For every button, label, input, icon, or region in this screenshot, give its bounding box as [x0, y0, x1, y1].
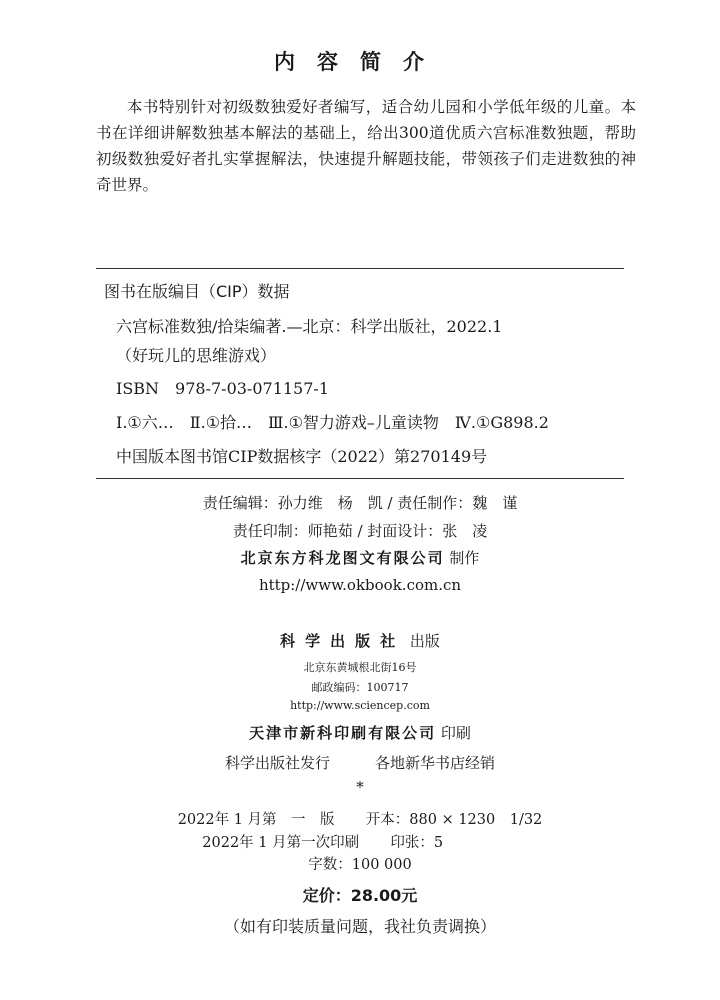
- credit-producer: [0, 547, 720, 568]
- cip-header: 图书在版编目（CIP）数据: [104, 282, 290, 301]
- cip-series: （好玩儿的思维游戏）: [116, 346, 277, 365]
- producer-name: 北京东方科龙图文有限公司: [240, 549, 445, 567]
- quality-notice: （如有印装质量问题，我社负责调换）: [223, 917, 496, 936]
- distribution-line: 科学出版社发行 各地新华书店经销: [224, 754, 495, 772]
- producer-role: 制作: [449, 549, 480, 567]
- cip-top-rule: [96, 268, 624, 269]
- credit-print-cover: 责任印制：师艳茹 / 封面设计：张 凌: [232, 522, 488, 540]
- publisher-name: 科学出版社: [280, 632, 406, 650]
- publisher-address: 北京东黄城根北街16号: [303, 661, 417, 674]
- cip-entry: 六宫标准数独/拾柒编著.—北京：科学出版社，2022.1: [116, 317, 503, 336]
- cip-isbn: ISBN 978-7-03-071157-1: [116, 379, 330, 398]
- spec-printing: 2022年 1 月第一次印刷: [202, 835, 360, 851]
- price: 定价：28.00元: [302, 886, 418, 905]
- spec-row-1: [0, 808, 720, 829]
- spec-row-2: [0, 831, 720, 852]
- credit-printer: [0, 722, 720, 743]
- intro-paragraph: 本书特别针对初级数独爱好者编写，适合幼儿园和小学低年级的儿童。本书在详细讲解数独基本解法的基础上，给出300道优质六宫标准数独题，帮助初级数独爱好者扎实掌握解法，快速提升解题技能，带领孩子们走进数独的神奇世界。: [96, 98, 636, 194]
- publisher-url: http://www.sciencep.com: [290, 699, 430, 712]
- spec-format: 开本：880 × 1230 1/32: [365, 812, 543, 828]
- spec-edition: 2022年 1 月第 一 版: [177, 812, 335, 828]
- cip-bottom-rule: [96, 478, 624, 479]
- cip-classification: Ⅰ.①六… Ⅱ.①拾… Ⅲ.①智力游戏–儿童读物 Ⅳ.①G898.2: [116, 413, 549, 432]
- printer-name: 天津市新科印刷有限公司: [249, 724, 437, 742]
- page-title: 内容简介: [274, 50, 446, 74]
- publisher-postcode: 邮政编码：100717: [311, 681, 409, 694]
- producer-url: http://www.okbook.com.cn: [258, 576, 462, 594]
- printer-role: 印刷: [440, 724, 471, 742]
- spec-sheets: 印张：5: [390, 835, 444, 851]
- credit-editors: 责任编辑：孙力维 杨 凯 / 责任制作：魏 谨: [202, 494, 518, 512]
- spec-words: 字数：100 000: [308, 857, 412, 873]
- cip-verification: 中国版本图书馆CIP数据核字（2022）第270149号: [116, 447, 488, 466]
- separator-asterisk: *: [356, 778, 364, 796]
- publisher-role: 出版: [409, 632, 440, 650]
- credit-publisher: [0, 630, 720, 651]
